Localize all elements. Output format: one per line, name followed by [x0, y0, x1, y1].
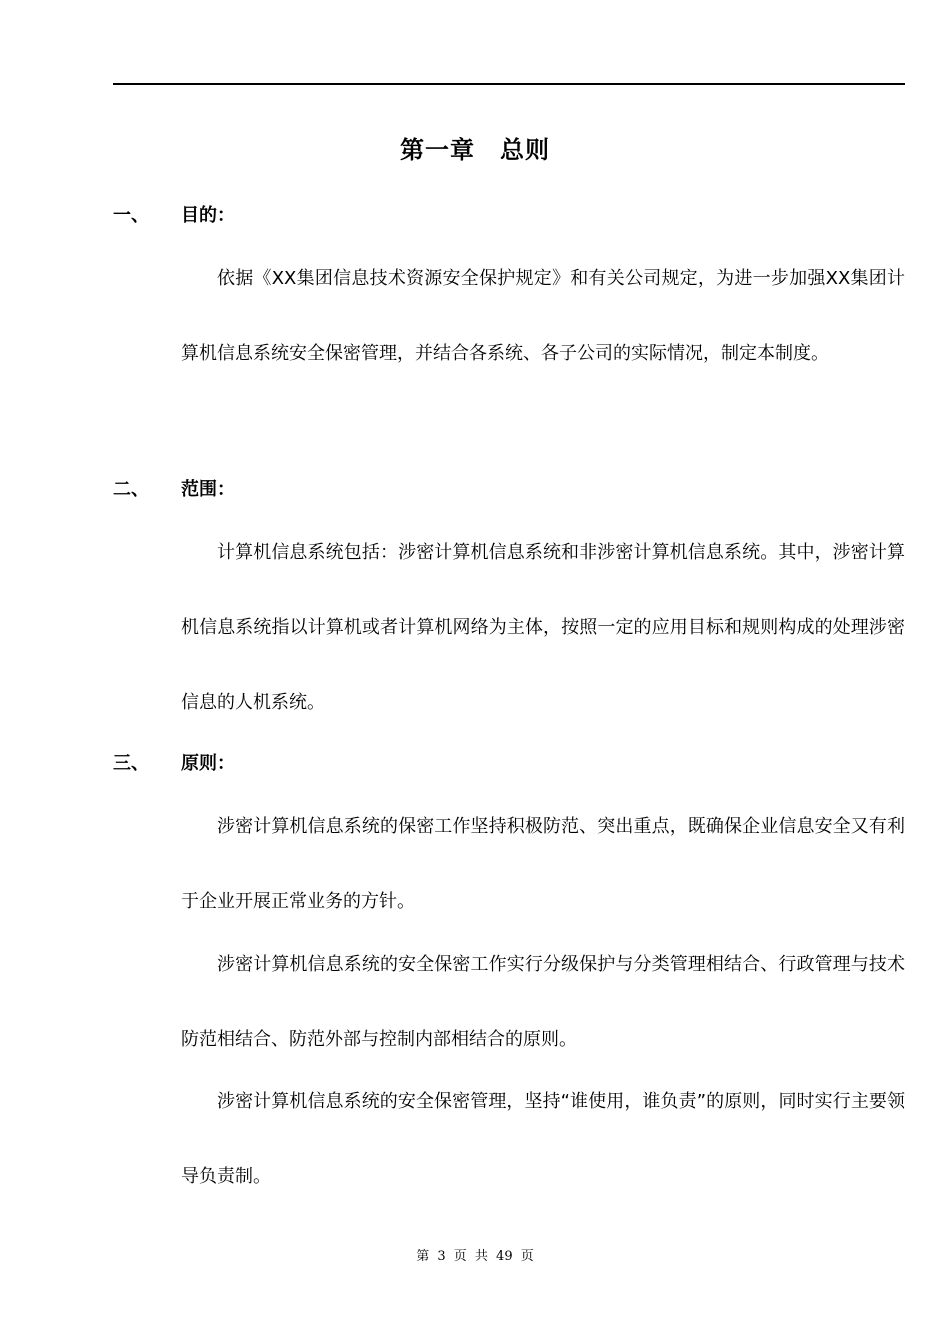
- paragraph-purpose: 依据《XX集团信息技术资源安全保护规定》和有关公司规定，为进一步加强XX集团计算机信息系统安全保密管理，并结合各系统、各子公司的实际情况，制定本制度。: [181, 268, 905, 364]
- section-title: 原则：: [181, 753, 235, 774]
- section-number: 三、: [113, 753, 149, 774]
- paragraph-principle-2: 涉密计算机信息系统的安全保密工作实行分级保护与分类管理相结合、行政管理与技术防范相结合、防范外部与控制内部相结合的原则。: [181, 954, 905, 1050]
- header-rule: [113, 83, 905, 85]
- paragraph-principle-1: 涉密计算机信息系统的保密工作坚持积极防范、突出重点，既确保企业信息安全又有利于企业开展正常业务的方针。: [181, 816, 905, 912]
- paragraph-scope: 计算机信息系统包括：涉密计算机信息系统和非涉密计算机信息系统。其中，涉密计算机信息系统指以计算机或者计算机网络为主体，按照一定的应用目标和规则构成的处理涉密信息的人机系统。: [181, 542, 905, 713]
- paragraph-principle-3: 涉密计算机信息系统的安全保密管理，坚持“谁使用，谁负责”的原则，同时实行主要领导负责制。: [181, 1091, 905, 1187]
- section-number: 一、: [113, 205, 149, 226]
- section-title: 范围：: [181, 479, 235, 500]
- page-number: 第 3 页 共 49 页: [416, 1249, 534, 1264]
- chapter-title: 第一章 总则: [400, 136, 550, 164]
- section-title: 目的：: [181, 205, 235, 226]
- section-number: 二、: [113, 479, 149, 500]
